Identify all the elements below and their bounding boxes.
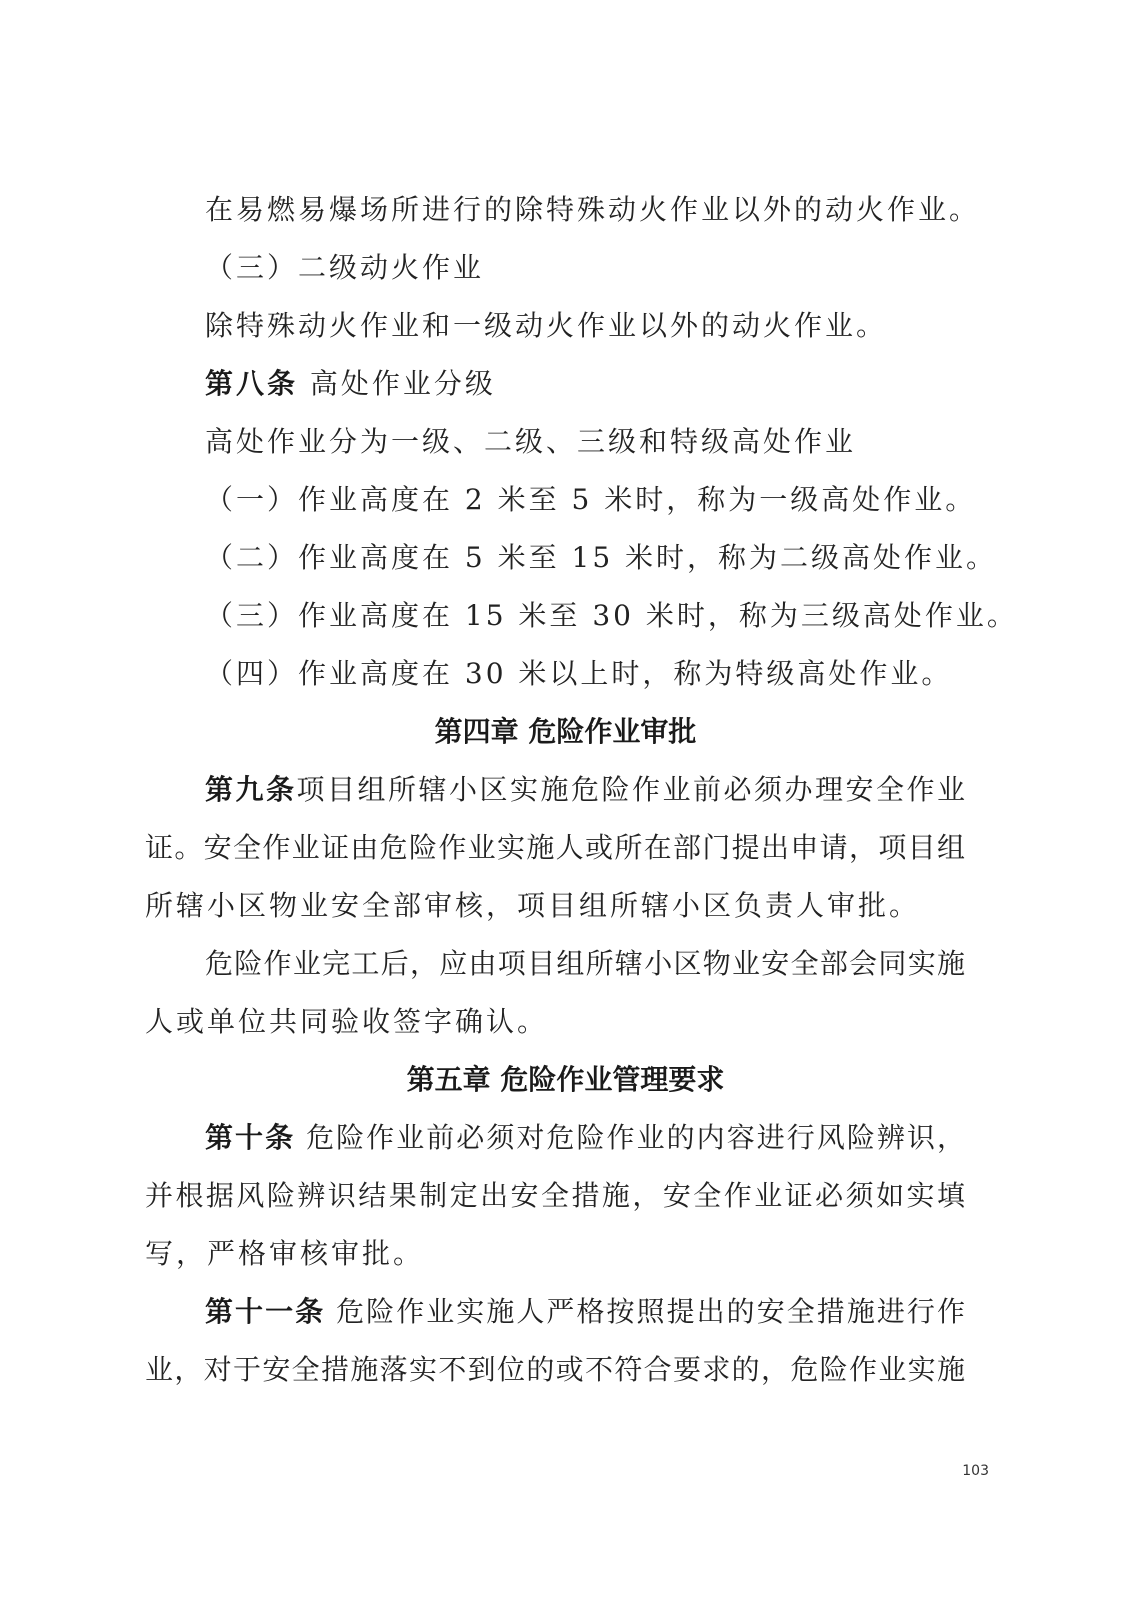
paragraph-line: 除特殊动火作业和一级动火作业以外的动火作业。 xyxy=(205,309,888,342)
article-11-text: 危险作业实施人严格按照提出的安全措施进行作 xyxy=(336,1295,965,1328)
paragraph-line: 并根据风险辨识结果制定出安全措施，安全作业证必须如实填 xyxy=(145,1179,965,1212)
article-11-title: 第十一条 xyxy=(205,1295,326,1328)
article-9-title: 第九条 xyxy=(205,773,297,806)
paragraph-line: 在易燃易爆场所进行的除特殊动火作业以外的动火作业。 xyxy=(205,193,981,226)
subsection-heading: （三）二级动火作业 xyxy=(205,251,485,284)
paragraph-line: 所辖小区物业安全部审核，项目组所辖小区负责人审批。 xyxy=(145,889,921,922)
paragraph-line: 高处作业分为一级、二级、三级和特级高处作业 xyxy=(205,425,857,458)
article-10 xyxy=(205,1118,965,1158)
article-8-title: 第八条 xyxy=(205,367,299,400)
paragraph-line: 业，对于安全措施落实不到位的或不符合要求的，危险作业实施 xyxy=(145,1353,965,1386)
paragraph-line: 证。安全作业证由危险作业实施人或所在部门提出申请，项目组 xyxy=(145,831,965,864)
article-9 xyxy=(205,770,965,810)
list-item: （四）作业高度在 30 米以上时，称为特级高处作业。 xyxy=(205,657,953,690)
article-10-text: 危险作业前必须对危险作业的内容进行风险辨识， xyxy=(306,1121,965,1154)
paragraph-line: 人或单位共同验收签字确认。 xyxy=(145,1005,549,1038)
list-item: （一）作业高度在 2 米至 5 米时，称为一级高处作业。 xyxy=(205,483,977,516)
list-item: （二）作业高度在 5 米至 15 米时，称为二级高处作业。 xyxy=(205,541,998,574)
list-item: （三）作业高度在 15 米至 30 米时，称为三级高处作业。 xyxy=(205,599,1018,632)
article-11 xyxy=(205,1292,965,1332)
article-8 xyxy=(205,364,496,404)
paragraph-line: 写，严格审核审批。 xyxy=(145,1237,425,1270)
article-8-text: 高处作业分级 xyxy=(309,367,496,400)
page-number: 103 xyxy=(962,1463,989,1479)
article-9-text: 项目组所辖小区实施危险作业前必须办理安全作业 xyxy=(296,773,965,806)
article-10-title: 第十条 xyxy=(205,1121,296,1154)
chapter-heading: 第五章 危险作业管理要求 xyxy=(406,1063,725,1096)
paragraph-line: 危险作业完工后，应由项目组所辖小区物业安全部会同实施 xyxy=(205,947,965,980)
chapter-heading: 第四章 危险作业审批 xyxy=(434,715,697,748)
